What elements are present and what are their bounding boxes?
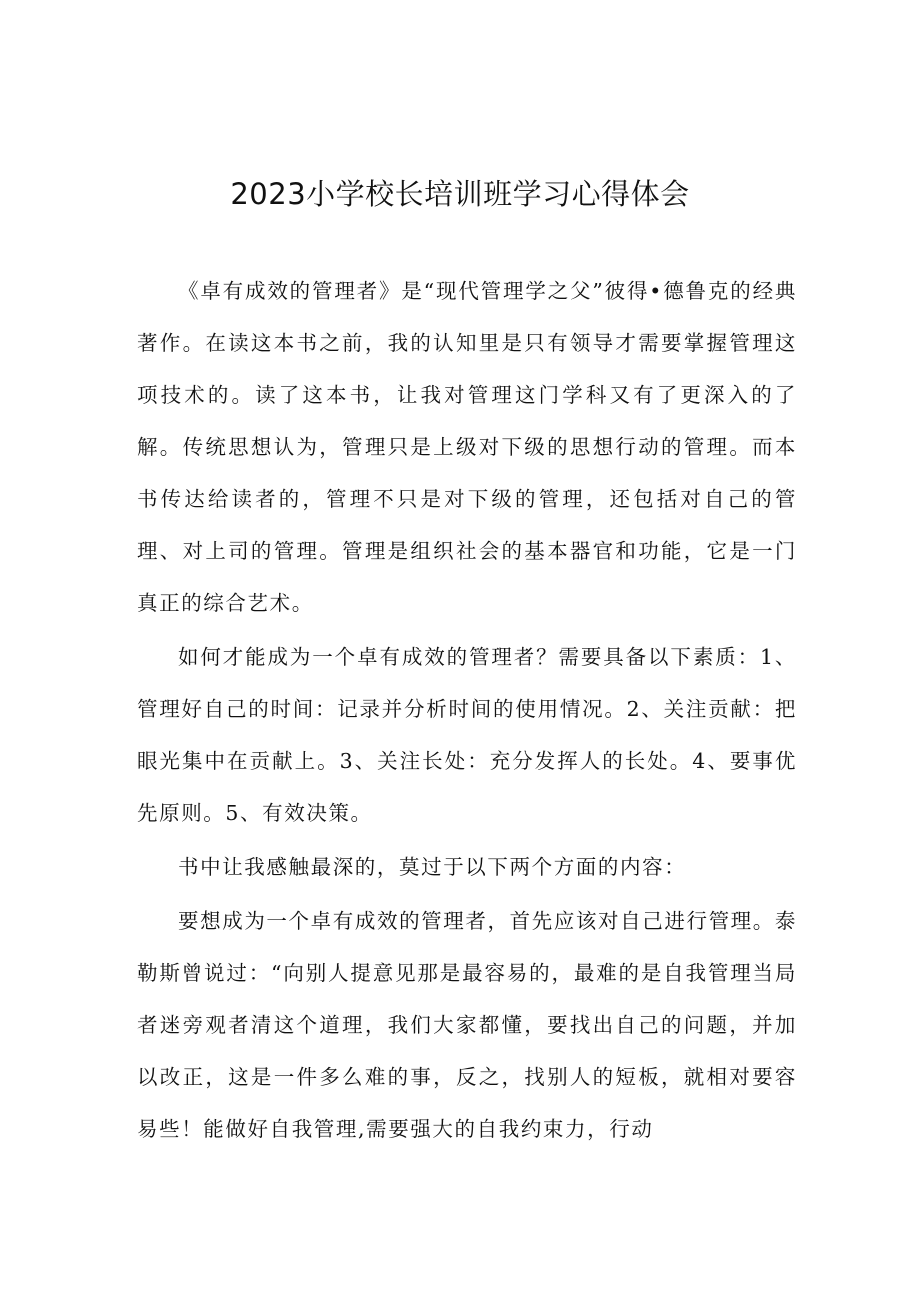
document-body xyxy=(137,265,797,1155)
paragraph-2: 如何才能成为一个卓有成效的管理者？需要具备以下素质：1、管理好自己的时间：记录并分析时间的使用情况。2、关注贡献：把眼光集中在贡献上。3、关注长处：充分发挥人的长处。4、要事优先原则。5、有效决策。 xyxy=(137,645,797,825)
document-title: 2023小学校长培训班学习心得体会 xyxy=(230,177,690,211)
paragraph-3: 书中让我感触最深的，莫过于以下两个方面的内容： xyxy=(178,855,687,879)
paragraph-1: 《卓有成效的管理者》是“现代管理学之父”彼得•德鲁克的经典著作。在读这本书之前，我的认知里是只有领导才需要掌握管理这项技术的。读了这本书，让我对管理这门学科又有了更深入的了解。传统思想认为，管理只是上级对下级的思想行动的管理。而本书传达给读者的，管理不只是对下级的管理，还包括对自己的管理、对上司的管理。管理是组织社会的基本器官和功能，它是一门真正的综合艺术。 xyxy=(137,279,797,615)
paragraph-4: 要想成为一个卓有成效的管理者，首先应该对自己进行管理。泰勒斯曾说过：“向别人提意见那是最容易的，最难的是自我管理当局者迷旁观者清这个道理，我们大家都懂，要找出自己的问题，并加以改正，这是一件多么难的事，反之，找别人的短板，就相对要容易些！能做好自我管理,需要强大的自我约束力，行动 xyxy=(137,909,797,1141)
